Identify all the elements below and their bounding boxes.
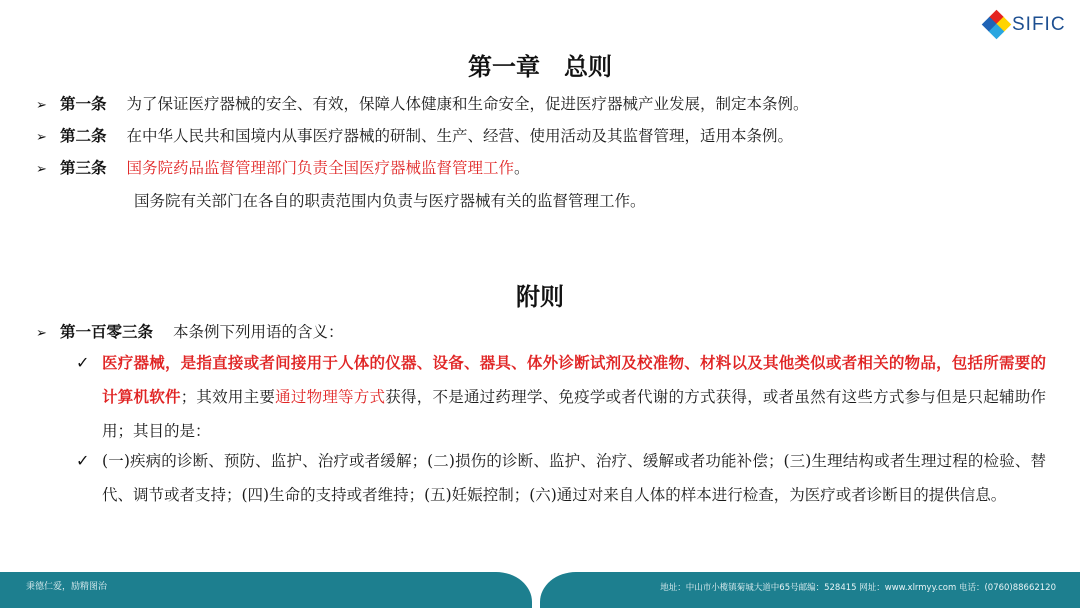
purposes-text: (一)疾病的诊断、预防、监护、治疗或者缓解；(二)损伤的诊断、监护、治疗、缓解或者功能补偿；(三)生理结构或者生理过程的检验、替代、调节或者支持；(四)生命的支持或者维持；(五)妊娠控制；(六)通过对来自人体的样本进行检查，为医疗或者诊断目的提供信息。 [102, 452, 1046, 504]
purposes-block [76, 444, 1046, 512]
definition-text [102, 346, 1046, 448]
footer-motto: 秉德仁爱，励精图治 [26, 582, 108, 592]
article-text: 在中华人民共和国境内从事医疗器械的研制、生产、经营、使用活动及其监督管理，适用本条例。 [126, 127, 794, 145]
check-icon: ✓ [76, 353, 90, 372]
footer [0, 568, 1080, 608]
logo-text: SIFIC [1012, 14, 1066, 35]
article-3-continuation: 国务院有关部门在各自的职责范围内负责与医疗器械有关的监督管理工作。 [134, 192, 646, 210]
article-2 [36, 126, 793, 148]
article-3 [36, 158, 530, 180]
article-text-highlight: 国务院药品监督管理部门负责全国医疗器械监督管理工作 [126, 159, 515, 177]
article-label: 第二条 [60, 127, 107, 145]
article-text: 本条例下列用语的含义： [173, 323, 344, 341]
arrow-bullet-icon: ➢ [36, 326, 47, 341]
definition-middle: ；其效用主要 [180, 388, 276, 406]
article-103 [36, 322, 344, 344]
arrow-bullet-icon: ➢ [36, 162, 47, 177]
sific-logo [984, 10, 1066, 40]
definition-rest: 获得，不是通过药理学、免疫学或者代谢的方式获得，或者虽然有这些方式参与但是只起辅助作用；其目的是： [102, 388, 1046, 440]
check-icon: ✓ [76, 451, 90, 470]
article-text-end: 。 [514, 159, 530, 177]
definition-block [76, 346, 1046, 448]
arrow-bullet-icon: ➢ [36, 98, 47, 113]
appendix-title: 附则 [516, 283, 564, 311]
article-label: 第一条 [60, 95, 107, 113]
article-text: 为了保证医疗器械的安全、有效，保障人体健康和生命安全，促进医疗器械产业发展，制定本条例。 [126, 95, 809, 113]
article-1 [36, 94, 809, 116]
footer-address: 地址：中山市小榄镇菊城大道中65号邮编：528415 网址：www.xlrmyy.com 电话：(0760)88662120 [660, 583, 1056, 593]
diamond-logo-icon [984, 12, 1010, 38]
definition-method: 通过物理等方式 [275, 388, 386, 406]
chapter-title: 第一章 总则 [468, 53, 612, 81]
definition-highlight: 医疗器械，是指直接或者间接用于人体的仪器、设备、器具、体外诊断试剂及校准物、材料以及其他类似或者相关的物品，包括所需要的计算机软件 [102, 354, 1046, 406]
article-label: 第一百零三条 [60, 323, 154, 341]
arrow-bullet-icon: ➢ [36, 130, 47, 145]
article-label: 第三条 [60, 159, 107, 177]
